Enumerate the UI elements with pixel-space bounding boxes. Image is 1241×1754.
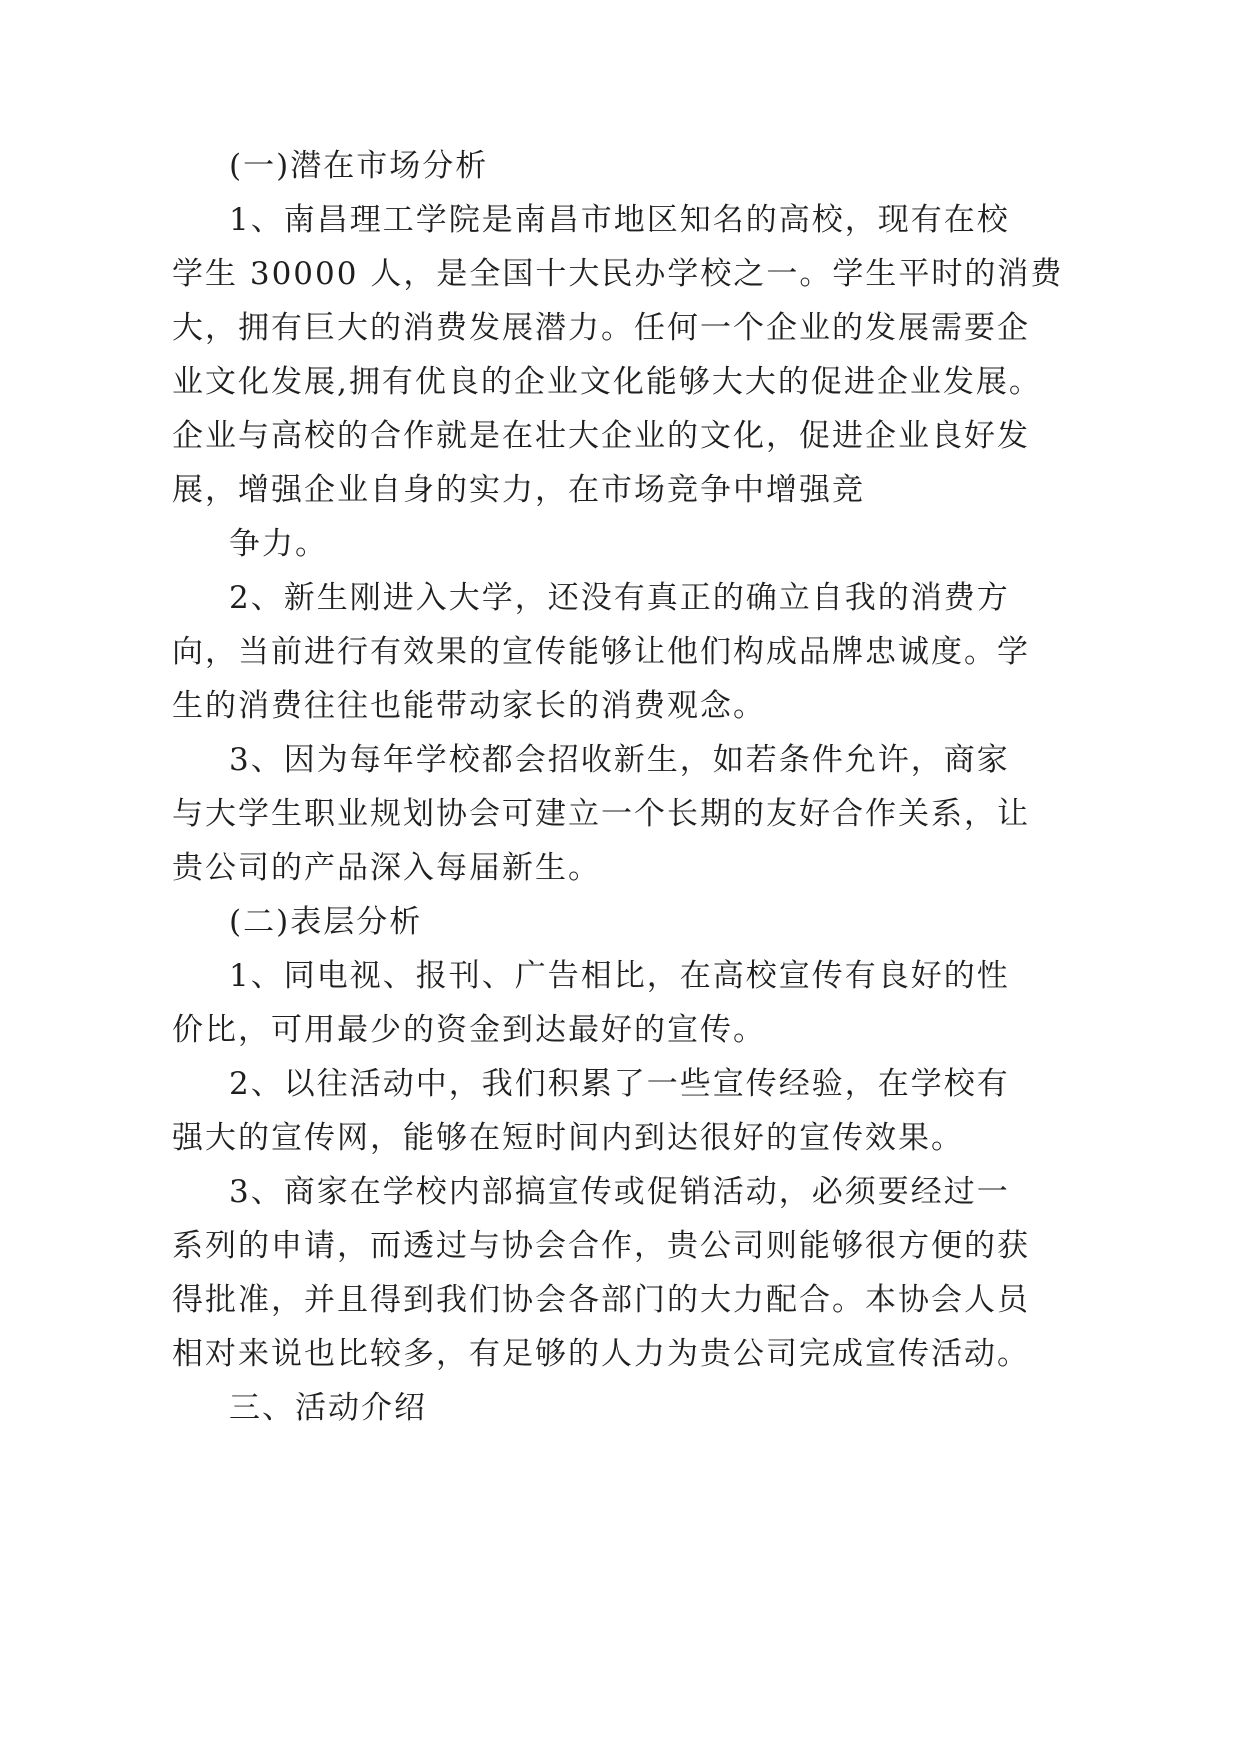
paragraph-line: 系列的申请，而透过与协会合作，贵公司则能够很方便的获 [172,1228,1030,1264]
paragraph-line: 大，拥有巨大的消费发展潜力。任何一个企业的发展需要企 [172,310,1030,346]
paragraph-line: 得批准，并且得到我们协会各部门的大力配合。本协会人员 [172,1282,1030,1318]
paragraph-line: 1、同电视、报刊、广告相比，在高校宣传有良好的性 [229,958,1010,994]
paragraph-line: 3、商家在学校内部搞宣传或促销活动，必须要经过一 [229,1174,1010,1210]
paragraph-line: 生的消费往往也能带动家长的消费观念。 [172,688,766,724]
paragraph-line: 与大学生职业规划协会可建立一个长期的友好合作关系，让 [172,796,1030,832]
paragraph-line: 3、因为每年学校都会招收新生，如若条件允许，商家 [229,742,1010,778]
section-heading-3: 三、活动介绍 [229,1390,427,1426]
paragraph-line: 1、南昌理工学院是南昌市地区知名的高校，现有在校 [229,202,1010,238]
paragraph-line: 相对来说也比较多，有足够的人力为贵公司完成宣传活动。 [172,1336,1030,1372]
paragraph-line: 向，当前进行有效果的宣传能够让他们构成品牌忠诚度。学 [172,634,1030,670]
paragraph-line: 展，增强企业自身的实力，在市场竞争中增强竞 [172,472,865,508]
paragraph-line: 学生 30000 人，是全国十大民办学校之一。学生平时的消费 [172,256,1064,292]
section-heading-2: (二)表层分析 [229,904,423,940]
paragraph-line: 贵公司的产品深入每届新生。 [172,850,601,886]
paragraph-line: 2、新生刚进入大学，还没有真正的确立自我的消费方 [229,580,1010,616]
paragraph-line: 争力。 [229,526,328,562]
paragraph-line: 企业与高校的合作就是在壮大企业的文化，促进企业良好发 [172,418,1030,454]
paragraph-line: 业文化发展,拥有优良的企业文化能够大大的促进企业发展。 [172,364,1042,400]
section-heading-1: (一)潜在市场分析 [229,148,489,184]
paragraph-line: 强大的宣传网，能够在短时间内到达很好的宣传效果。 [172,1120,964,1156]
paragraph-line: 价比，可用最少的资金到达最好的宣传。 [172,1012,766,1048]
paragraph-line: 2、以往活动中，我们积累了一些宣传经验，在学校有 [229,1066,1010,1102]
